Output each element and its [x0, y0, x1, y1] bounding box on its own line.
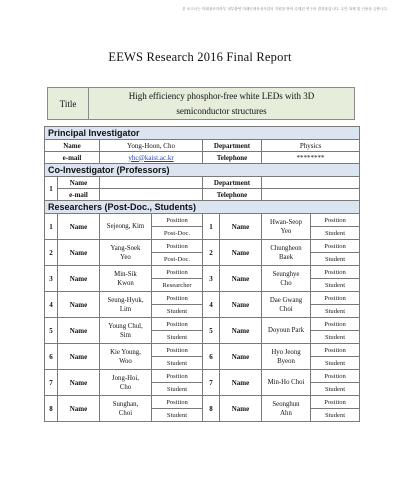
researcher-number: 3 — [45, 266, 58, 292]
researcher-name-label: Name — [220, 344, 262, 370]
pi-telephone: ******** — [262, 152, 360, 164]
researcher-position-label: Position — [152, 266, 203, 279]
researcher-name-line-2: Cho — [119, 383, 132, 391]
researcher-name-line-1: Sunghan, — [112, 400, 139, 408]
coi-number: 1 — [45, 177, 58, 201]
researcher-position-label: Position — [311, 214, 360, 227]
researcher-position-label: Position — [152, 370, 203, 383]
researcher-position-label: Position — [152, 214, 203, 227]
researcher-name-label: Name — [220, 240, 262, 266]
researcher-name-line-1: Min-Ho Choi — [267, 379, 305, 386]
researcher-number: 7 — [203, 370, 220, 396]
researcher-name-line-1: Seunghye — [272, 270, 300, 278]
researcher-name-line-2: Lim — [119, 305, 132, 313]
researcher-row — [45, 266, 360, 279]
researcher-number: 6 — [45, 344, 58, 370]
researcher-name-line-2: Choi — [279, 305, 293, 313]
researcher-position: Student — [311, 331, 360, 344]
coi-email — [100, 189, 203, 201]
researcher-row — [45, 240, 360, 253]
researcher-name-label: Name — [220, 266, 262, 292]
investigators-table — [44, 126, 360, 422]
researcher-position-label: Position — [311, 344, 360, 357]
researcher-position-label: Position — [311, 266, 360, 279]
researcher-number: 8 — [203, 396, 220, 422]
researcher-position-label: Position — [311, 370, 360, 383]
researcher-number: 3 — [203, 266, 220, 292]
document-title: EEWS Research 2016 Final Report — [108, 50, 292, 64]
researcher-name-line-2: Kwon — [117, 279, 134, 287]
researcher-name-line-2: Cho — [280, 279, 292, 287]
researcher-row — [45, 214, 360, 227]
researcher-name-line-2: Yeo — [120, 253, 131, 261]
researcher-name-label: Name — [58, 344, 100, 370]
researcher-position: Student — [311, 383, 360, 396]
researcher-number: 5 — [45, 318, 58, 344]
section-principal-investigator: Principal Investigator — [45, 127, 360, 140]
researcher-position-label: Position — [152, 240, 203, 253]
pi-email-label: e-mail — [45, 152, 100, 164]
researcher-name — [262, 240, 311, 266]
researcher-number: 4 — [45, 292, 58, 318]
researcher-name-line-2: Woo — [119, 357, 132, 365]
researcher-position-label: Position — [152, 344, 203, 357]
researcher-name-line-1: Jong-Hoi, — [112, 374, 139, 382]
researcher-position-label: Position — [311, 396, 360, 409]
researcher-name — [100, 370, 152, 396]
researcher-name — [262, 266, 311, 292]
researcher-name-line-1: Doyoun Park — [267, 327, 305, 334]
researcher-name — [262, 214, 311, 240]
researcher-name — [262, 370, 311, 396]
researcher-name-line-2: Ahn — [280, 409, 292, 417]
researcher-name-line-1: Yang-Soek — [110, 244, 141, 252]
researcher-position-label: Position — [152, 396, 203, 409]
section-co-investigator: Co-Investigator (Professors) — [45, 164, 360, 177]
pi-department-label: Department — [203, 140, 262, 152]
coi-department-label: Department — [203, 177, 262, 189]
researcher-name-line-2: Choi — [118, 409, 133, 417]
researcher-name — [262, 344, 311, 370]
researcher-name-label: Name — [58, 240, 100, 266]
researcher-name — [262, 318, 311, 344]
researcher-name — [100, 240, 152, 266]
researcher-name-label: Name — [220, 214, 262, 240]
researcher-position: Student — [311, 409, 360, 422]
coi-telephone — [262, 189, 360, 201]
researcher-position: Student — [152, 305, 203, 318]
researcher-name-line-1: Hyo Jeong — [271, 348, 301, 356]
researcher-name-label: Name — [58, 370, 100, 396]
title-label: Title — [48, 88, 89, 120]
researcher-name-label: Name — [220, 292, 262, 318]
researcher-position: Student — [152, 331, 203, 344]
pi-email-link[interactable]: yhc@kaist.ac.kr — [128, 153, 174, 162]
researcher-row — [45, 396, 360, 409]
researcher-name-label: Name — [58, 292, 100, 318]
researcher-name-label: Name — [58, 266, 100, 292]
researcher-name-line-1: Dae Gwang — [269, 296, 303, 304]
researcher-name-label: Name — [220, 318, 262, 344]
researcher-name — [100, 396, 152, 422]
researcher-position-label: Position — [311, 292, 360, 305]
researcher-position: Student — [152, 383, 203, 396]
researcher-row — [45, 344, 360, 357]
researcher-position: Student — [311, 227, 360, 240]
researcher-name — [100, 318, 152, 344]
researcher-row — [45, 292, 360, 305]
coi-email-label: e-mail — [58, 189, 100, 201]
researcher-name-line-1: Chungheon — [270, 244, 302, 252]
researcher-number: 5 — [203, 318, 220, 344]
researcher-number: 6 — [203, 344, 220, 370]
researcher-name-line-1: Kie Young, — [110, 348, 141, 356]
coi-department — [262, 177, 360, 189]
researcher-name-line-1: Min-Sik — [114, 270, 137, 278]
researcher-name-label: Name — [58, 318, 100, 344]
researcher-number: 8 — [45, 396, 58, 422]
researcher-position: Student — [311, 305, 360, 318]
confidentiality-notice: 본 보고서는 미래창조과학부 정부출연 미래인재육성사업의 지원을 받아 수행된 연구의 결과물입니다. 무단 복제 및 인용을 금합니다. — [182, 7, 388, 11]
researcher-number: 4 — [203, 292, 220, 318]
researcher-position-label: Position — [152, 292, 203, 305]
researcher-position-label: Position — [311, 240, 360, 253]
researcher-name-line-1: Young Chul, — [108, 322, 143, 330]
pi-email-cell — [100, 152, 203, 164]
researcher-name-label: Name — [58, 396, 100, 422]
researcher-row — [45, 370, 360, 383]
project-title-line-1: High efficiency phosphor-free white LEDs with 3D — [128, 90, 315, 101]
researcher-position: Post-Doc. — [152, 253, 203, 266]
researcher-number: 2 — [45, 240, 58, 266]
researcher-name — [100, 266, 152, 292]
researcher-name-line-2: Baek — [279, 253, 293, 261]
researcher-position: Researcher — [152, 279, 203, 292]
researcher-name — [262, 292, 311, 318]
researcher-name-label: Name — [58, 214, 100, 240]
researcher-position-label: Position — [152, 318, 203, 331]
researcher-position-label: Position — [311, 318, 360, 331]
pi-name: Yong-Hoon, Cho — [100, 140, 203, 152]
pi-name-label: Name — [45, 140, 100, 152]
researcher-number: 7 — [45, 370, 58, 396]
coi-name — [100, 177, 203, 189]
researcher-name-line-2: Byeon — [277, 357, 295, 365]
researcher-number: 2 — [203, 240, 220, 266]
researcher-position: Student — [152, 409, 203, 422]
coi-name-label: Name — [58, 177, 100, 189]
researcher-number: 1 — [203, 214, 220, 240]
pi-telephone-label: Telephone — [203, 152, 262, 164]
researcher-name-label: Name — [220, 370, 262, 396]
researcher-row — [45, 318, 360, 331]
researcher-name-label: Name — [220, 396, 262, 422]
researcher-name — [100, 344, 152, 370]
researcher-position: Student — [311, 357, 360, 370]
project-title — [89, 88, 355, 120]
pi-department: Physics — [262, 140, 360, 152]
researcher-position: Post-Doc. — [152, 227, 203, 240]
project-title-line-2: semiconductor structures — [176, 105, 267, 116]
section-researchers: Researchers (Post-Doc., Students) — [45, 201, 360, 214]
researcher-name-line-2: Sim — [120, 331, 131, 339]
researcher-name — [262, 396, 311, 422]
researcher-number: 1 — [45, 214, 58, 240]
researcher-name-line-1: Seonghun — [272, 400, 300, 408]
coi-telephone-label: Telephone — [203, 189, 262, 201]
researcher-name — [100, 292, 152, 318]
researcher-name-line-2: Yeo — [280, 227, 292, 235]
researcher-position: Student — [152, 357, 203, 370]
researcher-name-line-1: Sejeong, Kim — [106, 223, 145, 230]
researcher-name-line-1: Hwan-Seop — [269, 218, 303, 226]
researcher-name — [100, 214, 152, 240]
researcher-name-line-1: Seung-Hyuk, — [107, 296, 144, 304]
project-title-table — [47, 87, 355, 120]
researcher-position: Student — [311, 253, 360, 266]
researcher-position: Student — [311, 279, 360, 292]
